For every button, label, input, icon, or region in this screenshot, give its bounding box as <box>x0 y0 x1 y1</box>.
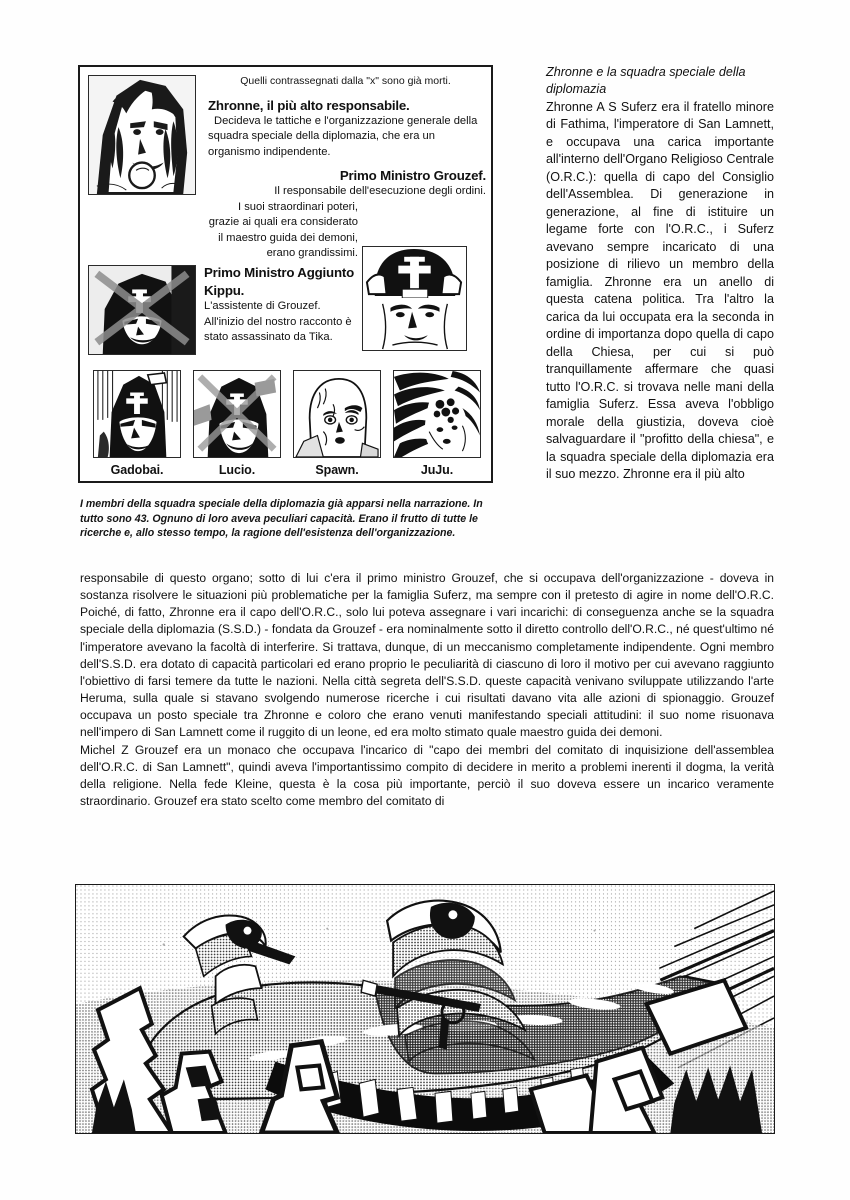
block-kippu-heading: Primo Ministro Aggiunto Kippu. <box>204 265 355 298</box>
portrait-spawn <box>293 370 381 458</box>
portrait-zhronne-art <box>89 76 195 194</box>
block-zhronne-heading: Zhronne, il più alto responsabile. <box>208 98 410 113</box>
portrait-kippu <box>88 265 196 355</box>
portrait-kippu-art <box>89 266 195 354</box>
portrait-zhronne <box>88 75 196 195</box>
member-name-gadobai: Gadobai. <box>110 463 164 477</box>
panel-intro-line: Quelli contrassegnati dalla "x" sono già morti. <box>240 75 451 87</box>
right-column-body: Zhronne A S Suferz era il fratello minore di Fathima, l'imperatore di San Lamnett, e occupava una carica importante all'interno dell'Organo Religioso Centrale (O.R.C.): quella di capo del Consiglio dell'Assemblea. Di generazione in generazione, al fine di istituire un legame forte con l'O.R.C., i Suferz avevano sempre incaricato di una posizione di rilievo un membro della famiglia. Zhronne era un anello di questa catena politica. Tra l'altro la carica da lui occupata era la seconda in ordine di importanza dopo quella di capo della Chiesa, per cui si può tranquillamente affermare che quasi tutto l'O.R.C. si trovava nelle mani della famiglia Suferz. Essa aveva l'obbligo morale della giustizia, doveva cioè salvaguardare il "profitto della chiesa", e la squadra speciale della diplomazia era il suo mezzo. Zhronne era il più alto <box>546 99 774 482</box>
member-name-lucio: Lucio. <box>218 463 256 477</box>
portrait-gadobai <box>93 370 181 458</box>
block-kippu <box>204 264 356 346</box>
block-kippu-body: L'assistente di Grouzef. All'inizio del nostro racconto è stato assassinato da Tika. <box>204 300 352 344</box>
block-grouzef-heading: Primo Ministro Grouzef. <box>339 168 486 183</box>
block-grouzef-line2: I suoi straordinari poteri, grazie ai quali era considerato il maestro guida dei demoni, erano grandissimi. <box>208 201 358 260</box>
bottom-manga-illustration-art <box>76 885 774 1133</box>
portrait-lucio <box>193 370 281 458</box>
bottom-manga-illustration <box>75 884 775 1134</box>
member-name-juju: JuJu. <box>420 463 454 477</box>
panel-caption: I membri della squadra speciale della diplomazia già apparsi nella narrazione. In tutto sono 43. Ognuno di loro aveva peculiari capacità. Erano il frutto di tutte le ricerche e, allo stesso tempo, la ragione dell'esistenza dell'organizzazione. <box>80 498 483 540</box>
member-name-spawn: Spawn. <box>315 463 359 477</box>
block-grouzef-line1: Il responsabile dell'esecuzione degli ordini. <box>274 185 486 197</box>
portrait-juju-art <box>394 371 480 457</box>
main-body-text <box>80 570 774 810</box>
portrait-grouzef-art <box>363 247 466 350</box>
block-grouzef <box>208 167 486 199</box>
right-column <box>546 64 774 484</box>
character-info-panel <box>78 65 493 483</box>
block-zhronne <box>208 97 486 160</box>
character-info-panel-inner <box>80 67 491 481</box>
right-column-title: Zhronne e la squadra speciale della diplomazia <box>546 65 746 97</box>
portrait-spawn-art <box>294 371 380 457</box>
block-zhronne-body: Decideva le tattiche e l'organizzazione generale della squadra speciale della diplomazia, che era un organismo indipendente. <box>208 115 478 158</box>
portrait-juju <box>393 370 481 458</box>
body-paragraph-1: responsabile di questo organo; sotto di lui c'era il primo ministro Grouzef, che si occupava dell'organizzazione - doveva in sostanza risolvere le situazioni più problematiche per la famiglia Suferz, ma sempre con il pretesto di agire in nome dell'O.R.C. Poiché, di fatto, Zhronne era il capo dell'O.R.C., solo lui poteva assegnare i vari incarichi: di conseguenza anche se la squadra speciale della diplomazia (S.S.D.) - fondata da Grouzef - era nominalmente sotto il diretto controllo dell'O.R.C., né quest'ultimo né l'imperatore avevano la facoltà di interferire. Si trattava, dunque, di un meccanismo completamente indipendente. Ogni membro dell'S.S.D. era dotato di capacità particolari ed erano proprio le peculiarità di ciascuno di loro il motivo per cui avevano raggiunto l'obiettivo di farsi temere da tutte le nazioni. Nella città segreta dell'S.S.D. queste capacità venivano sviluppate utilizzando l'arte Heruma, sulla quale si stavano svolgendo numerose ricerche i cui risultati davano vita alle azioni di spionaggio. Grouzef occupava un posto speciale tra Zhronne e coloro che erano venuti manifestando speciali attitudini: il suo nome risuonava nell'impero di San Lamnett come il ruggito di un leone, ed era molto stimato quale maestro guida dei demoni. <box>80 571 774 740</box>
body-paragraph-2: Michel Z Grouzef era un monaco che occupava l'incarico di "capo dei membri del comitato di inquisizione dell'assemblea dell'O.R.C. di San Lamnett", quindi aveva l'importantissimo compito di decidere in merito a problemi inerenti il dogma, la verità della religione. Nella fede Kleine, questa è la cosa più importante, perciò il suo doveva essere un incarico veramente straordinario. Grouzef era stato scelto come membro del comitato di <box>80 742 774 809</box>
portrait-gadobai-art <box>94 371 180 457</box>
portrait-lucio-art <box>194 371 280 457</box>
portrait-grouzef <box>362 246 467 351</box>
